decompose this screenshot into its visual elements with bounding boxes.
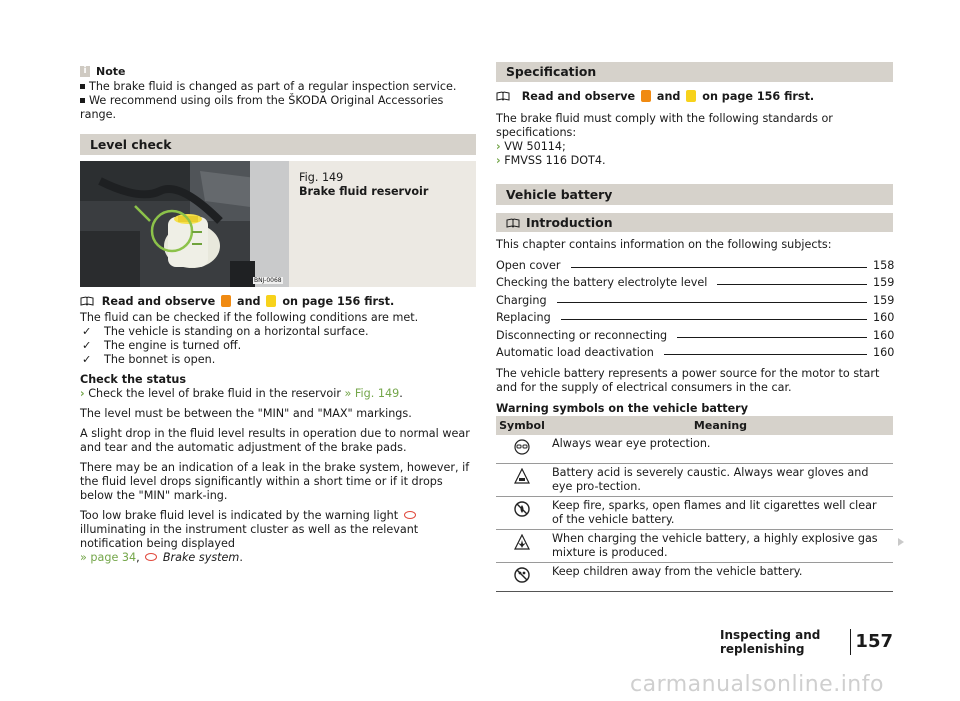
figure-149 bbox=[80, 161, 476, 287]
check-status-heading: Check the status bbox=[80, 373, 187, 386]
page-link[interactable]: » page 34 bbox=[80, 551, 137, 564]
symbol-meaning: Keep children away from the vehicle battery. bbox=[548, 563, 893, 592]
standard-item: › FMVSS 116 DOT4. bbox=[496, 154, 606, 167]
toc-item[interactable]: Checking the battery electrolyte level 159 bbox=[496, 276, 895, 289]
brake-fluid-reservoir-photo bbox=[80, 161, 289, 287]
eye-protection-icon bbox=[514, 439, 530, 455]
note-header bbox=[80, 62, 476, 80]
symbol-meaning: Battery acid is severely caustic. Always wear gloves and eye pro-tection. bbox=[548, 464, 893, 497]
caution-icon[interactable] bbox=[686, 90, 696, 102]
page-footer bbox=[720, 628, 893, 656]
checkmark-icon: ✓ bbox=[82, 353, 92, 366]
explosive-gas-icon bbox=[514, 534, 530, 550]
caution-icon[interactable] bbox=[266, 295, 276, 307]
section-header-level-check: Level check bbox=[80, 134, 476, 155]
checkmark-icon: ✓ bbox=[82, 325, 92, 338]
engine-bay-illustration bbox=[80, 161, 289, 287]
toc-item[interactable]: Disconnecting or reconnecting 160 bbox=[496, 328, 895, 342]
figure-number: Fig. 149 bbox=[299, 171, 344, 184]
no-fire-icon bbox=[514, 501, 530, 517]
symbol-meaning: Always wear eye protection. bbox=[548, 435, 893, 464]
toc-item[interactable]: Automatic load deactivation 160 bbox=[496, 346, 895, 359]
paragraph: The level must be between the "MIN" and "MAX" markings. bbox=[80, 407, 412, 420]
continue-arrow-icon bbox=[898, 538, 904, 546]
brake-warning-light-icon bbox=[404, 511, 416, 519]
standard-item: › VW 50114; bbox=[496, 140, 566, 153]
warning-icon[interactable] bbox=[641, 90, 651, 102]
note-title: Note bbox=[96, 64, 126, 78]
table-row bbox=[496, 435, 893, 464]
table-row bbox=[496, 464, 893, 497]
step-arrow-icon: › bbox=[80, 387, 85, 400]
table-header-row bbox=[496, 416, 893, 435]
right-column bbox=[496, 60, 893, 592]
table-row bbox=[496, 497, 893, 530]
bullet-square-icon bbox=[80, 84, 85, 89]
brake-system-ref: Brake system bbox=[162, 551, 240, 564]
figure-caption bbox=[289, 161, 428, 287]
checkmark-icon: ✓ bbox=[82, 339, 92, 352]
figure-link[interactable]: » Fig. 149 bbox=[344, 387, 400, 400]
paragraph: A slight drop in the fluid level results in operation due to normal wear and tear and the automatic adjustment of the brake pads. bbox=[80, 427, 470, 454]
toc-list bbox=[496, 254, 893, 359]
column-header-meaning: Meaning bbox=[548, 416, 893, 435]
spec-intro: The brake fluid must comply with the following standards or specifications: bbox=[496, 112, 833, 139]
keep-children-away-icon bbox=[514, 567, 530, 583]
symbol-meaning: When charging the vehicle battery, a highly explosive gas mixture is produced. bbox=[548, 530, 893, 563]
warning-symbols-title: Warning symbols on the vehicle battery bbox=[496, 402, 748, 415]
read-observe-line: Read and observe and on page 156 first. bbox=[80, 295, 476, 309]
note-item: We recommend using oils from the ŠKODA Original Accessories range. bbox=[80, 94, 444, 121]
book-icon bbox=[496, 91, 510, 101]
condition-item: ✓ The bonnet is open. bbox=[82, 353, 216, 366]
footer-section: Inspecting and replenishing bbox=[720, 628, 821, 656]
toc-item[interactable]: Replacing 160 bbox=[496, 311, 895, 324]
battery-paragraph: The vehicle battery represents a power source for the motor to start and for the supply of electrical consumers in the car. bbox=[496, 367, 880, 394]
toc-intro: This chapter contains information on the following subjects: bbox=[496, 238, 832, 251]
note-item: The brake fluid is changed as part of a regular inspection service. bbox=[80, 80, 476, 94]
image-code: BNJ-0068 bbox=[254, 277, 282, 284]
page-number: 157 bbox=[850, 629, 893, 655]
info-icon: i bbox=[80, 66, 90, 77]
left-column bbox=[80, 60, 476, 565]
book-icon bbox=[506, 218, 520, 228]
subsection-header-introduction: Introduction bbox=[496, 213, 893, 232]
step-arrow-icon: › bbox=[496, 140, 501, 153]
book-icon bbox=[80, 296, 94, 306]
column-header-symbol: Symbol bbox=[496, 416, 548, 435]
check-step: › Check the level of brake fluid in the reservoir » Fig. 149. bbox=[80, 387, 403, 400]
table-row bbox=[496, 563, 893, 592]
watermark: carmanualsonline.info bbox=[630, 672, 884, 697]
conditions-intro: The fluid can be checked if the following conditions are met. bbox=[80, 311, 419, 324]
caustic-acid-icon bbox=[514, 468, 530, 484]
paragraph-warning-light: Too low brake fluid level is indicated by the warning light illuminating in the instrument cluster as well as the relevant notification being displayed » page 34, Brake system. bbox=[80, 509, 419, 564]
bullet-square-icon bbox=[80, 98, 85, 103]
figure-title: Brake fluid reservoir bbox=[299, 185, 429, 198]
section-header-specification: Specification bbox=[496, 62, 893, 82]
condition-item: ✓ The vehicle is standing on a horizontal surface. bbox=[82, 325, 369, 338]
brake-warning-light-icon bbox=[145, 553, 157, 561]
section-header-vehicle-battery: Vehicle battery bbox=[496, 184, 893, 205]
symbol-meaning: Keep fire, sparks, open flames and lit cigarettes well clear of the vehicle battery. bbox=[548, 497, 893, 530]
read-observe-line: Read and observe and on page 156 first. bbox=[496, 90, 893, 104]
condition-item: ✓ The engine is turned off. bbox=[82, 339, 242, 352]
warning-symbols-table bbox=[496, 416, 893, 592]
paragraph: There may be an indication of a leak in the brake system, however, if the fluid level drops significantly within a short time or if it drops below the "MIN" mark-ing. bbox=[80, 461, 470, 502]
step-arrow-icon: › bbox=[496, 154, 501, 167]
warning-icon[interactable] bbox=[221, 295, 231, 307]
toc-item[interactable]: Charging 159 bbox=[496, 293, 895, 307]
table-row bbox=[496, 530, 893, 563]
toc-item[interactable]: Open cover 158 bbox=[496, 258, 895, 272]
